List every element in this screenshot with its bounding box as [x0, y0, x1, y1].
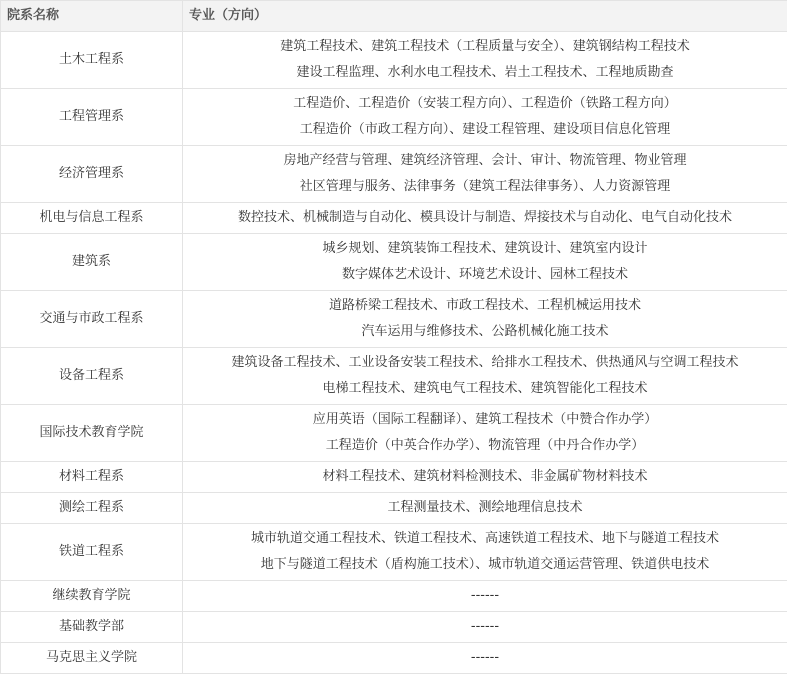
majors-cell [183, 462, 787, 493]
major-line: 电梯工程技术、建筑电气工程技术、建筑智能化工程技术 [189, 376, 781, 402]
major-line: ------ [189, 645, 781, 671]
table-row [1, 89, 787, 146]
majors-cell [183, 32, 787, 89]
majors-cell [183, 348, 787, 405]
majors-cell [183, 524, 787, 581]
dept-name: 经济管理系 [1, 146, 183, 203]
major-line: ------ [189, 614, 781, 640]
major-line: 工程造价（市政工程方向）、建设工程管理、建设项目信息化管理 [189, 117, 781, 143]
header-row [1, 1, 787, 32]
table-row [1, 146, 787, 203]
majors-cell [183, 291, 787, 348]
header-dept: 院系名称 [1, 1, 183, 32]
major-line: 房地产经营与管理、建筑经济管理、会计、审计、物流管理、物业管理 [189, 148, 781, 174]
dept-name: 工程管理系 [1, 89, 183, 146]
dept-name: 材料工程系 [1, 462, 183, 493]
dept-name: 基础教学部 [1, 612, 183, 643]
table-row [1, 203, 787, 234]
dept-name: 继续教育学院 [1, 581, 183, 612]
table-body [1, 32, 787, 674]
table-row [1, 524, 787, 581]
table-row [1, 348, 787, 405]
table-row [1, 643, 787, 674]
majors-cell [183, 203, 787, 234]
major-line: 工程造价（中英合作办学）、物流管理（中丹合作办学） [189, 433, 781, 459]
dept-name: 机电与信息工程系 [1, 203, 183, 234]
dept-name: 设备工程系 [1, 348, 183, 405]
majors-cell [183, 405, 787, 462]
major-line: 汽车运用与维修技术、公路机械化施工技术 [189, 319, 781, 345]
majors-cell [183, 234, 787, 291]
table-row [1, 32, 787, 89]
major-line: 工程测量技术、测绘地理信息技术 [189, 495, 781, 521]
table-row [1, 291, 787, 348]
major-line: ------ [189, 583, 781, 609]
table-row [1, 462, 787, 493]
major-line: 数字媒体艺术设计、环境艺术设计、园林工程技术 [189, 262, 781, 288]
header-majors: 专业（方向） [183, 1, 787, 32]
dept-name: 交通与市政工程系 [1, 291, 183, 348]
major-line: 工程造价、工程造价（安装工程方向）、工程造价（铁路工程方向） [189, 91, 781, 117]
majors-cell [183, 643, 787, 674]
major-line: 地下与隧道工程技术（盾构施工技术）、城市轨道交通运营管理、铁道供电技术 [189, 552, 781, 578]
major-line: 应用英语（国际工程翻译）、建筑工程技术（中赞合作办学） [189, 407, 781, 433]
majors-cell [183, 493, 787, 524]
table-row [1, 581, 787, 612]
majors-cell [183, 581, 787, 612]
table-row [1, 612, 787, 643]
dept-name: 马克思主义学院 [1, 643, 183, 674]
major-line: 建筑工程技术、建筑工程技术（工程质量与安全）、建筑钢结构工程技术 [189, 34, 781, 60]
major-line: 建设工程监理、水利水电工程技术、岩土工程技术、工程地质勘查 [189, 60, 781, 86]
major-line: 城市轨道交通工程技术、铁道工程技术、高速铁道工程技术、地下与隧道工程技术 [189, 526, 781, 552]
table-row [1, 234, 787, 291]
major-line: 数控技术、机械制造与自动化、模具设计与制造、焊接技术与自动化、电气自动化技术 [189, 205, 781, 231]
majors-cell [183, 612, 787, 643]
table-row [1, 493, 787, 524]
dept-name: 测绘工程系 [1, 493, 183, 524]
table-row [1, 405, 787, 462]
dept-name: 建筑系 [1, 234, 183, 291]
majors-cell [183, 146, 787, 203]
major-line: 社区管理与服务、法律事务（建筑工程法律事务）、人力资源管理 [189, 174, 781, 200]
dept-name: 国际技术教育学院 [1, 405, 183, 462]
major-line: 城乡规划、建筑装饰工程技术、建筑设计、建筑室内设计 [189, 236, 781, 262]
dept-name: 土木工程系 [1, 32, 183, 89]
major-line: 道路桥梁工程技术、市政工程技术、工程机械运用技术 [189, 293, 781, 319]
major-line: 材料工程技术、建筑材料检测技术、非金属矿物材料技术 [189, 464, 781, 490]
dept-name: 铁道工程系 [1, 524, 183, 581]
majors-cell [183, 89, 787, 146]
major-line: 建筑设备工程技术、工业设备安装工程技术、给排水工程技术、供热通风与空调工程技术 [189, 350, 781, 376]
